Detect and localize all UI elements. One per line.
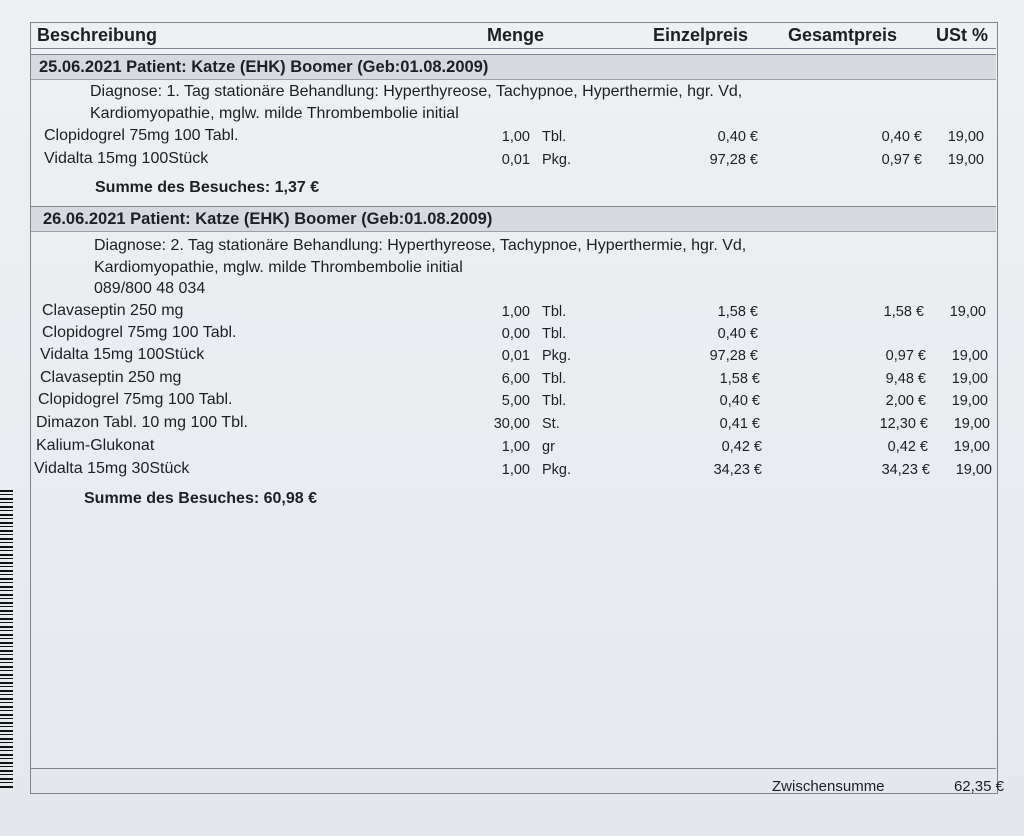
visit-header — [31, 54, 996, 80]
item-total: 0,40 € — [881, 129, 922, 145]
item-total: 0,42 € — [887, 439, 928, 455]
subtotal-label: Zwischensumme — [772, 778, 885, 795]
item-total: 12,30 € — [879, 416, 928, 432]
item-vat: 19,00 — [953, 416, 990, 432]
item-name: Kalium-Glukonat — [36, 437, 155, 454]
item-qty: 1,00 — [501, 129, 530, 145]
header-divider — [31, 48, 996, 49]
item-unit: Tbl. — [542, 129, 567, 145]
item-vat: 19,00 — [951, 348, 988, 364]
diagnosis-line: Kardiomyopathie, mglw. milde Thrombembolie initial — [94, 259, 463, 276]
item-name: Dimazon Tabl. 10 mg 100 Tbl. — [36, 414, 248, 431]
item-qty: 30,00 — [493, 416, 530, 432]
item-qty: 6,00 — [501, 371, 530, 387]
item-unit: St. — [542, 416, 560, 432]
column-header-ust: USt % — [936, 25, 989, 45]
subtotal-value: 62,35 € — [953, 778, 1004, 795]
item-vat: 19,00 — [947, 129, 984, 145]
item-name: Vidalta 15mg 30Stück — [34, 460, 190, 477]
item-qty: 1,00 — [501, 304, 530, 320]
barcode-edge — [0, 490, 13, 790]
item-price: 34,23 € — [713, 462, 762, 478]
item-price: 1,58 € — [719, 371, 760, 387]
visit-header — [31, 206, 996, 232]
item-vat: 19,00 — [951, 393, 988, 409]
item-qty: 1,00 — [501, 439, 530, 455]
item-total: 9,48 € — [885, 371, 926, 387]
item-qty: 0,01 — [501, 152, 530, 168]
item-name: Vidalta 15mg 100Stück — [44, 150, 209, 167]
column-header-menge: Menge — [487, 25, 545, 45]
item-price: 97,28 € — [709, 348, 758, 364]
item-name: Clavaseptin 250 mg — [42, 302, 184, 319]
item-price: 0,40 € — [717, 326, 758, 342]
visit-title: 26.06.2021 Patient: Katze (EHK) Boomer (Geb:01.08.2009) — [43, 210, 493, 228]
item-vat: 19,00 — [955, 462, 992, 478]
item-qty: 1,00 — [501, 462, 530, 478]
item-vat: 19,00 — [953, 439, 990, 455]
item-unit: Pkg. — [542, 462, 572, 478]
visit-sum: Summe des Besuches: 60,98 € — [84, 490, 318, 507]
item-name: Clavaseptin 250 mg — [40, 369, 182, 386]
item-unit: Tbl. — [542, 326, 567, 342]
diagnosis-line: Diagnose: 1. Tag stationäre Behandlung: Hyperthyreose, Tachypnoe, Hyperthermie, hgr. Vd, — [90, 83, 743, 100]
item-name: Clopidogrel 75mg 100 Tabl. — [44, 127, 239, 144]
column-header-einzelpreis: Einzelpreis — [653, 25, 749, 45]
item-total: 1,58 € — [883, 304, 924, 320]
item-unit: Tbl. — [542, 304, 567, 320]
column-header-beschreibung: Beschreibung — [37, 25, 158, 45]
item-price: 97,28 € — [709, 152, 758, 168]
item-name: Vidalta 15mg 100Stück — [40, 346, 205, 363]
item-qty: 0,00 — [501, 326, 530, 342]
visit-sum: Summe des Besuches: 1,37 € — [95, 179, 320, 196]
item-name: Clopidogrel 75mg 100 Tabl. — [42, 324, 237, 341]
item-qty: 0,01 — [501, 348, 530, 364]
item-unit: Pkg. — [542, 348, 572, 364]
item-unit: gr — [542, 439, 555, 455]
item-unit: Tbl. — [542, 393, 567, 409]
item-price: 0,40 € — [717, 129, 758, 145]
diagnosis-line: 089/800 48 034 — [94, 280, 206, 297]
item-vat: 19,00 — [949, 304, 986, 320]
item-price: 0,40 € — [719, 393, 760, 409]
item-unit: Pkg. — [542, 152, 572, 168]
item-total: 0,97 € — [885, 348, 926, 364]
item-price: 0,42 € — [721, 439, 762, 455]
item-vat: 19,00 — [947, 152, 984, 168]
item-qty: 5,00 — [501, 393, 530, 409]
item-price: 0,41 € — [719, 416, 760, 432]
visit-title: 25.06.2021 Patient: Katze (EHK) Boomer (Geb:01.08.2009) — [39, 58, 489, 76]
item-total: 2,00 € — [885, 393, 926, 409]
diagnosis-line: Diagnose: 2. Tag stationäre Behandlung: Hyperthyreose, Tachypnoe, Hyperthermie, hgr. Vd, — [94, 237, 747, 254]
item-price: 1,58 € — [717, 304, 758, 320]
item-total: 0,97 € — [881, 152, 922, 168]
diagnosis-line: Kardiomyopathie, mglw. milde Thrombembolie initial — [90, 105, 459, 122]
item-name: Clopidogrel 75mg 100 Tabl. — [38, 391, 233, 408]
footer-divider — [31, 768, 996, 769]
column-header-gesamtpreis: Gesamtpreis — [788, 25, 898, 45]
item-vat: 19,00 — [951, 371, 988, 387]
item-unit: Tbl. — [542, 371, 567, 387]
item-total: 34,23 € — [881, 462, 930, 478]
